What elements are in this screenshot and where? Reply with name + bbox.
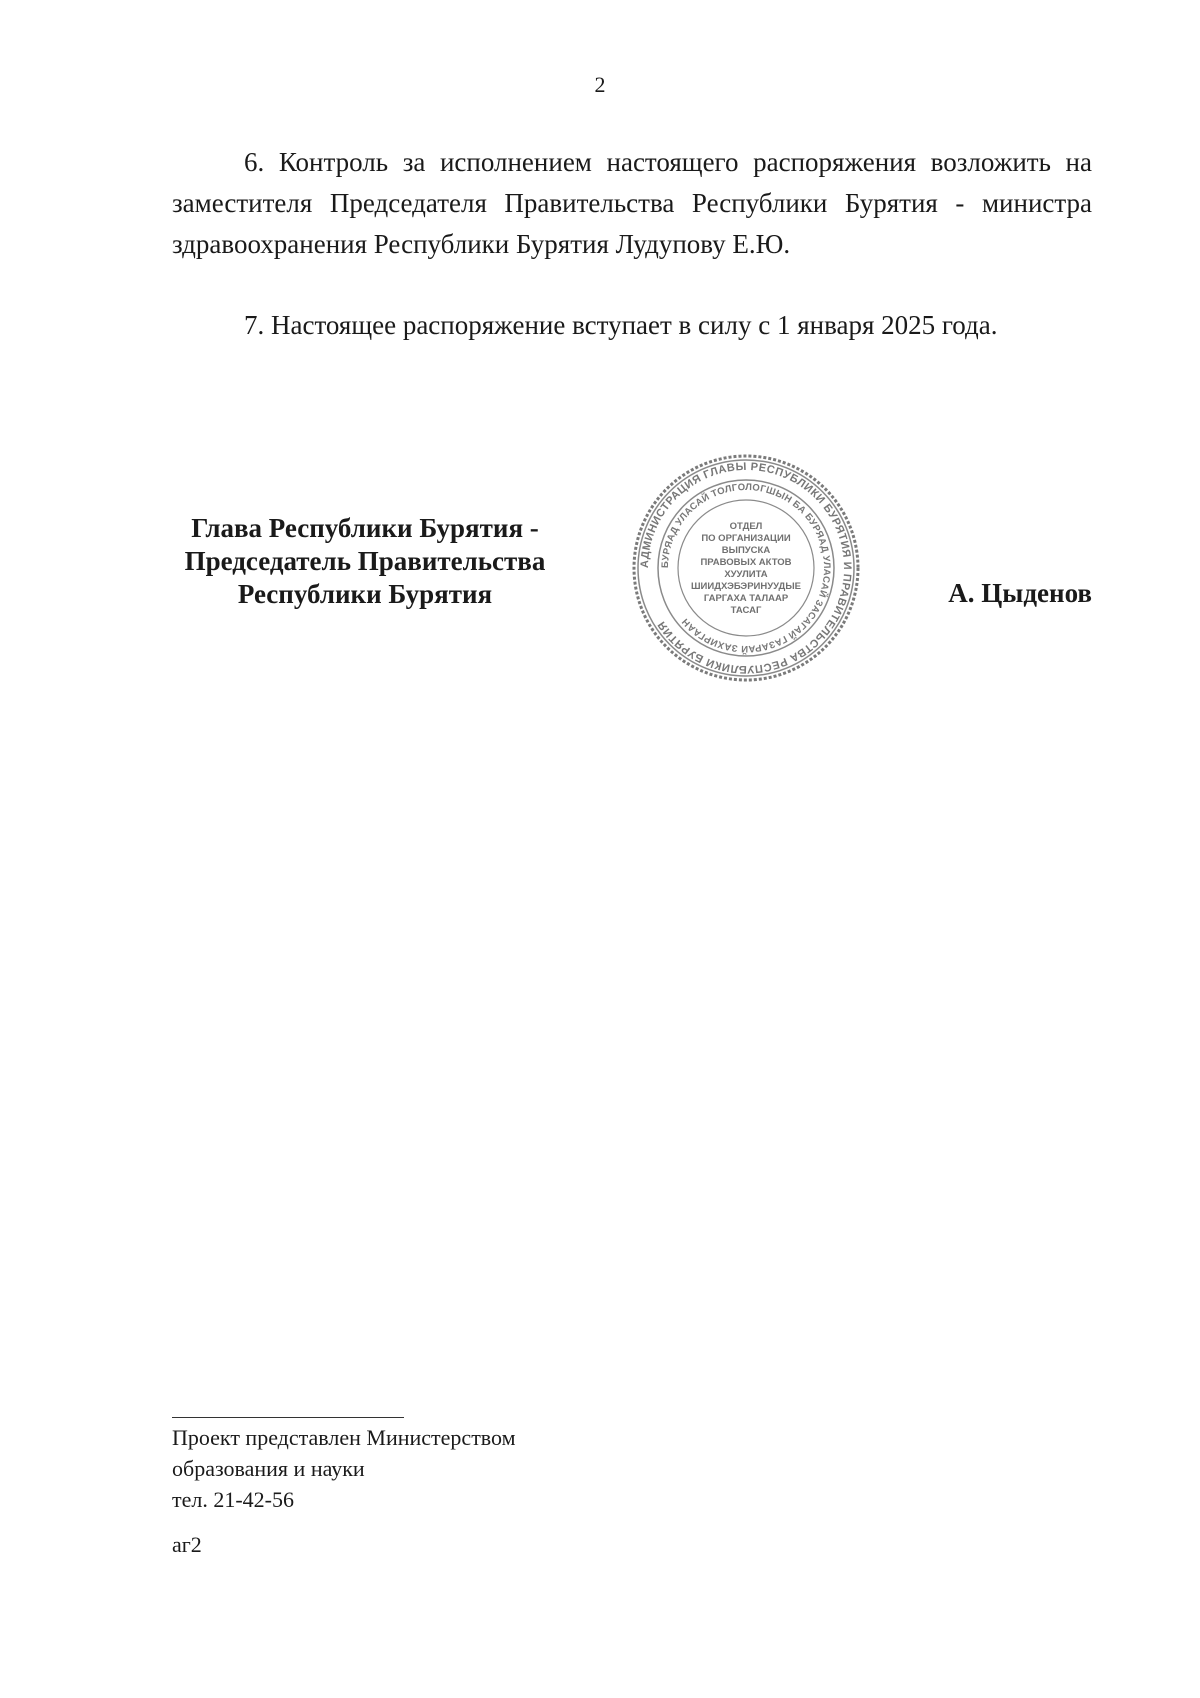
footnote-line-1: Проект представлен Министерством <box>172 1425 516 1450</box>
page-number: 2 <box>594 72 606 97</box>
signatory-title-line-3: Республики Бурятия <box>237 579 493 609</box>
footnote-phone: тел. 21-42-56 <box>172 1487 295 1512</box>
paragraph-6: 6. Контроль за исполнением настоящего распоряжения возложить на заместителя Председателя Правительства Республики Бурятия - министра здравоохранения Республики Бурятия Лудупову Е.Ю. <box>172 147 1092 259</box>
official-seal <box>630 452 862 684</box>
seal-center-line: ХУУЛИТА <box>724 569 768 580</box>
signatory-name: А. Цыденов <box>948 578 1092 608</box>
seal-stamp-graphic <box>630 452 862 684</box>
signatory-title <box>170 512 560 611</box>
footnote-divider <box>172 1417 404 1418</box>
seal-center-line: ГАРГАХА ТАЛААР <box>703 593 789 604</box>
signatory-title-line-1: Глава Республики Бурятия - <box>191 513 539 543</box>
document-code: аг2 <box>172 1532 202 1557</box>
seal-center-line: ШИИДХЭБЭРИНУУДЫЕ <box>691 581 801 592</box>
paragraph-7: 7. Настоящее распоряжение вступает в силу с 1 января 2025 года. <box>244 310 998 340</box>
seal-center-line: ПРАВОВЫХ АКТОВ <box>700 557 792 568</box>
seal-center-line: ОТДЕЛ <box>729 521 763 532</box>
seal-center-line: ВЫПУСКА <box>721 545 771 556</box>
seal-center-line: ПО ОРГАНИЗАЦИИ <box>701 533 791 544</box>
seal-outer-text: АДМИНИСТРАЦИЯ ГЛАВЫ РЕСПУБЛИКИ БУРЯТИЯ И ПРАВИТЕЛЬСТВА РЕСПУБЛИКИ БУРЯТИЯ <box>638 460 854 676</box>
footnote <box>172 1422 516 1515</box>
signatory-title-line-2: Председатель Правительства <box>184 546 546 576</box>
footnote-line-2: образования и науки <box>172 1456 365 1481</box>
seal-inner-ring-text: БУРЯАД УЛАСАЙ ТОЛГОЛОГШЫН БА БУРЯАД УЛАСАЙ ЗАСАГАЙ ГАЗАРАЙ ЗАХИРГААН <box>659 481 833 655</box>
seal-center-line: ТАСАГ <box>730 605 762 616</box>
